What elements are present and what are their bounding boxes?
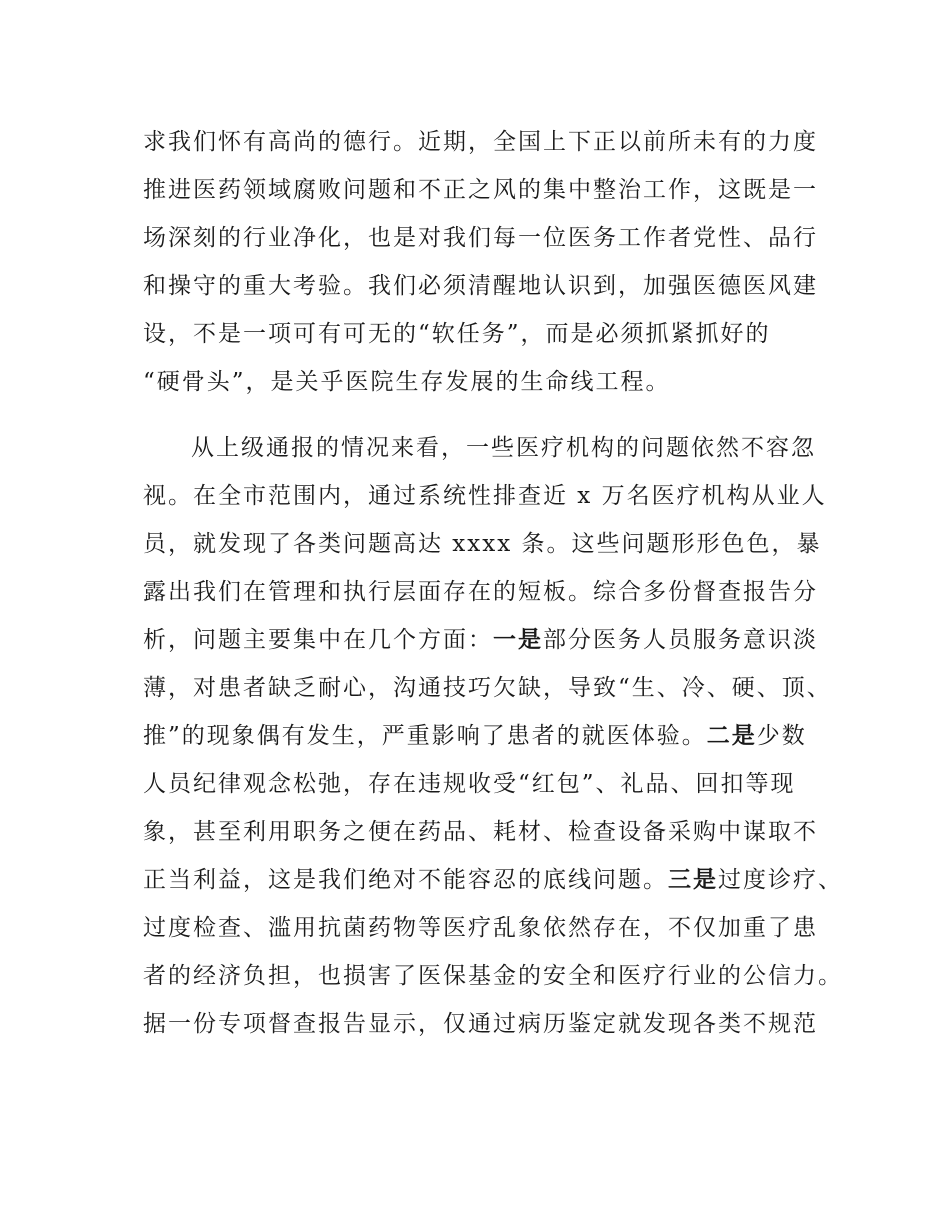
paragraph-1 bbox=[143, 118, 818, 406]
text-run: 部分医务人员服务意识淡 bbox=[543, 627, 818, 653]
emphasis-third-point: 三是 bbox=[668, 867, 718, 893]
text-line: 场深刻的行业净化，也是对我们每一位医务工作者党性、品行 bbox=[143, 225, 818, 251]
text-line: 视。在全市范围内，通过系统性排查近 x 万名医疗机构从业人 bbox=[143, 483, 827, 509]
text-run: 正当利益，这是我们绝对不能容忍的底线问题。 bbox=[143, 867, 668, 893]
text-line bbox=[143, 616, 818, 664]
text-run: 过度诊疗、 bbox=[718, 867, 843, 893]
text-line: 人员纪律观念松弛，存在违规收受“红包”、礼品、回扣等现 bbox=[143, 771, 796, 797]
text-line-indented: 从上级通报的情况来看，一些医疗机构的问题依然不容忽 bbox=[191, 435, 816, 461]
paragraph-spacing bbox=[143, 406, 813, 424]
text-line: 员，就发现了各类问题高达 xxxx 条。这些问题形形色色，暴 bbox=[143, 531, 822, 557]
emphasis-first-point: 一是 bbox=[493, 627, 543, 653]
text-line: 推进医药领域腐败问题和不正之风的集中整治工作，这既是一 bbox=[143, 177, 818, 203]
text-line: 求我们怀有高尚的德行。近期，全国上下正以前所未有的力度 bbox=[143, 129, 818, 155]
text-line: 者的经济负担，也损害了医保基金的安全和医疗行业的公信力。 bbox=[143, 963, 843, 989]
text-line bbox=[143, 712, 813, 760]
text-run: 推”的现象偶有发生，严重影响了患者的就医体验。 bbox=[143, 723, 707, 749]
text-line: 薄，对患者缺乏耐心，沟通技巧欠缺，导致“生、冷、硬、顶、 bbox=[143, 675, 832, 701]
text-line: 露出我们在管理和执行层面存在的短板。综合多份督查报告分 bbox=[143, 579, 818, 605]
text-line: 设，不是一项可有可无的“软任务”，而是必须抓紧抓好的 bbox=[143, 321, 771, 347]
paragraph-2 bbox=[143, 424, 843, 1048]
text-line: 象，甚至利用职务之便在药品、耗材、检查设备采购中谋取不 bbox=[143, 819, 818, 845]
text-line: 据一份专项督查报告显示，仅通过病历鉴定就发现各类不规范 bbox=[143, 1011, 818, 1037]
text-run: 少数 bbox=[756, 723, 807, 749]
text-line: “硬骨头”，是关乎医院生存发展的生命线工程。 bbox=[143, 369, 671, 395]
emphasis-second-point: 二是 bbox=[706, 723, 757, 749]
text-line: 和操守的重大考验。我们必须清醒地认识到，加强医德医风建 bbox=[143, 273, 818, 299]
text-run: 析，问题主要集中在几个方面： bbox=[143, 627, 493, 653]
text-line: 过度检查、滥用抗菌药物等医疗乱象依然存在，不仅加重了患 bbox=[143, 915, 818, 941]
text-line bbox=[143, 856, 843, 904]
document-body bbox=[143, 118, 843, 1048]
